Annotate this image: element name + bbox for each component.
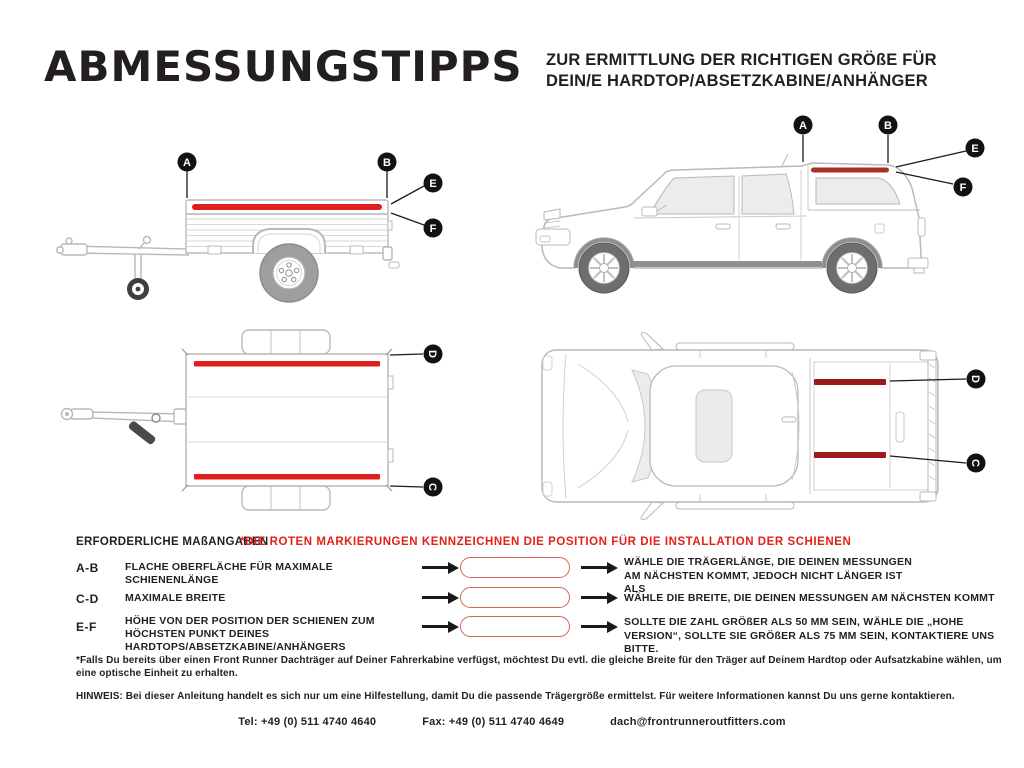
arrow-right-icon <box>422 596 448 599</box>
arrow-right-icon <box>581 625 607 628</box>
svg-text:B: B <box>383 157 391 169</box>
required-measurements-heading: ERFORDERLICHE MAßANGABEN <box>76 536 269 548</box>
measurement-key-cd: C-D <box>76 592 99 606</box>
label-b-badge <box>378 153 397 199</box>
svg-text:A: A <box>183 157 191 169</box>
svg-text:A: A <box>799 120 807 132</box>
trailer-box-top-view <box>182 349 393 491</box>
measurement-desc-ef: HÖHE VON DER POSITION DER SCHIENEN ZUM HÖCHSTEN PUNKT DEINES HARDTOPS/ABSETZKABINE/ANHÄNGERS <box>125 615 375 653</box>
measurement-result-cd: WÄHLE DIE BREITE, DIE DEINEN MESSUNGEN AM NÄCHSTEN KOMMT <box>624 592 995 604</box>
svg-text:E: E <box>429 178 437 190</box>
contact-email: dach@frontrunneroutfitters.com <box>610 716 786 728</box>
rail-position-marker-ab <box>192 204 382 210</box>
contact-line <box>0 716 1024 728</box>
label-b-badge <box>879 116 898 164</box>
hinweis-footnote: HINWEIS: Bei dieser Anleitung handelt es sich nur um eine Hilfestellung, damit Du die passende Trägergröße ermittelst. Für weitere Informationen kannst Du uns gerne kontaktieren. <box>76 691 955 702</box>
svg-text:C: C <box>426 483 438 491</box>
svg-text:E: E <box>971 143 979 155</box>
svg-text:F: F <box>429 223 437 235</box>
label-e-badge <box>896 139 985 168</box>
measurement-result-ef: SOLLTE DIE ZAHL GRÖßER ALS 50 MM SEIN, WÄHLE DIE „HOHE VERSION“, SOLLTE SIE GRÖßER ALS 75 MM SEIN, KONTAKTIERE UNS BITTE. <box>624 616 995 655</box>
rail-position-marker-top-2 <box>194 474 380 480</box>
measurement-desc-cd: MAXIMALE BREITE <box>125 592 226 604</box>
svg-text:F: F <box>959 182 967 194</box>
measurement-result-ab: WÄHLE DIE TRÄGERLÄNGE, DIE DEINEN MESSUNGEN AM NÄCHSTEN KOMMT, JEDOCH NICHT LÄNGER IST ALS <box>624 556 913 595</box>
trailer-wheel <box>260 244 318 302</box>
rail-position-marker-top-1 <box>194 361 380 367</box>
truck-front-wheel <box>579 243 629 293</box>
label-a-badge <box>794 116 813 163</box>
arrow-right-icon <box>422 566 448 569</box>
svg-text:B: B <box>884 120 892 132</box>
measurement-input-ab[interactable] <box>460 557 570 578</box>
page-subtitle <box>546 50 937 92</box>
trailer-drawbar <box>57 237 188 281</box>
asterisk-footnote: *Falls Du bereits über einen Front Runner Dachträger auf Deiner Fahrerkabine verfügst, möchtest Du evtl. die gleiche Breite für den Träger auf Deinem Hardtop oder Aufsatzkabine wählen, um eine optische Einheit zu erhalten. <box>76 655 1002 679</box>
label-d-badge <box>390 345 443 364</box>
trailer-side-view-diagram <box>55 125 470 325</box>
truck-rear-wheel <box>827 243 877 293</box>
rail-position-marker-canopy <box>811 168 889 173</box>
measurement-key-ef: E-F <box>76 620 97 634</box>
label-c-badge <box>390 478 443 497</box>
label-e-badge <box>391 174 443 205</box>
arrow-right-icon <box>581 596 607 599</box>
measurement-input-ef[interactable] <box>460 616 570 637</box>
arrow-right-icon <box>422 625 448 628</box>
rail-position-marker-bed-2 <box>814 452 886 458</box>
svg-text:D: D <box>426 350 438 358</box>
label-a-badge <box>178 153 197 199</box>
arrow-right-icon <box>581 566 607 569</box>
label-f-badge <box>391 213 443 238</box>
svg-text:D: D <box>969 375 981 383</box>
contact-tel: Tel: +49 (0) 511 4740 4640 <box>238 716 377 728</box>
subtitle-line-1: ZUR ERMITTLUNG DER RICHTIGEN GRÖßE FÜR <box>546 51 937 69</box>
contact-fax: Fax: +49 (0) 511 4740 4649 <box>422 716 565 728</box>
red-markings-note: *DIE ROTEN MARKIERUNGEN KENNZEICHNEN DIE POSITION FÜR DIE INSTALLATION DER SCHIENEN <box>240 536 852 548</box>
measurement-key-ab: A-B <box>76 561 99 575</box>
rail-position-marker-bed-1 <box>814 379 886 385</box>
trailer-drawbar-top-view <box>62 409 188 446</box>
trailer-jockey-wheel <box>127 278 149 300</box>
measurement-input-cd[interactable] <box>460 587 570 608</box>
trailer-top-view-diagram <box>55 328 470 523</box>
measurement-desc-ab: FLACHE OBERFLÄCHE FÜR MAXIMALE SCHIENENLÄNGE <box>125 561 333 586</box>
page-title: ABMESSUNGSTIPPS <box>44 42 523 91</box>
svg-text:C: C <box>969 459 981 467</box>
truck-cab-top <box>632 350 810 502</box>
subtitle-line-2: DEIN/E HARDTOP/ABSETZKABINE/ANHÄNGER <box>546 72 928 90</box>
truck-top-view-diagram <box>530 330 1000 525</box>
truck-side-view-diagram <box>530 110 1000 325</box>
